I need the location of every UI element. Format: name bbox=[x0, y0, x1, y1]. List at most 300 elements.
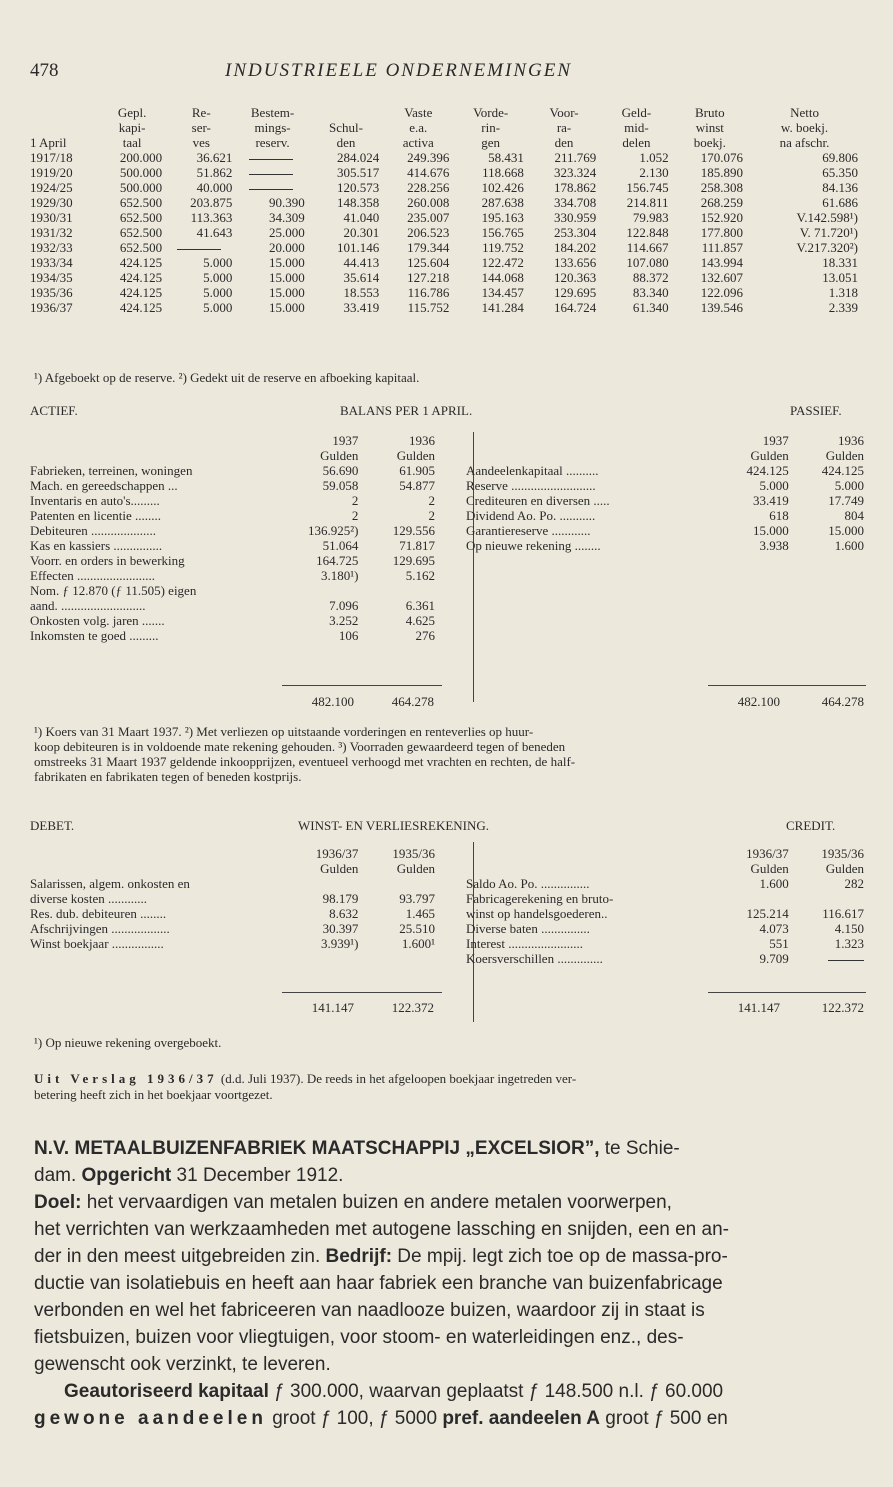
gewone-label: gewone aandeelen bbox=[34, 1408, 267, 1429]
stats-header-row bbox=[30, 135, 862, 150]
actief-label: Voorr. en orders in bewerking bbox=[30, 553, 185, 568]
debet-row bbox=[30, 906, 435, 921]
pl-footnote: ¹) Op nieuwe rekening overgeboekt. bbox=[34, 1035, 222, 1050]
bedrijf-label: Bedrijf: bbox=[325, 1246, 393, 1267]
dash-mark bbox=[249, 174, 293, 175]
stats-header-cell: rin- bbox=[481, 120, 501, 135]
actief-value-1: 3.180¹) bbox=[320, 568, 359, 583]
actief-unit-2: Gulden bbox=[396, 448, 435, 463]
stats-cell: 1932/33 bbox=[30, 240, 73, 255]
debet-value-1: 8.632 bbox=[329, 906, 359, 921]
stats-cell: 122.096 bbox=[700, 285, 744, 300]
passief-label: Crediteuren en diversen ..... bbox=[466, 493, 610, 508]
stats-cell: 5.000 bbox=[203, 285, 233, 300]
capital-label: Geautoriseerd kapitaal bbox=[64, 1381, 269, 1402]
passief-unit-spacer bbox=[466, 448, 717, 463]
company-name-line bbox=[34, 1135, 864, 1162]
debet-value-2 bbox=[358, 876, 435, 891]
credit-row bbox=[466, 936, 864, 951]
stats-cell: 115.752 bbox=[407, 300, 450, 315]
debet-value-2: 93.797 bbox=[399, 891, 435, 906]
actief-label: Fabrieken, terreinen, woningen bbox=[30, 463, 193, 478]
dash-mark bbox=[249, 159, 293, 160]
passief-row bbox=[466, 493, 864, 508]
page-number: 478 bbox=[30, 60, 59, 81]
passief-row bbox=[466, 538, 864, 553]
debet-value-1: 3.939¹) bbox=[320, 936, 359, 951]
dash-mark bbox=[828, 960, 864, 961]
company-place-cont: dam. bbox=[34, 1165, 82, 1186]
stats-cell: 15.000 bbox=[268, 255, 305, 270]
actief-year-2: 1936 bbox=[409, 433, 435, 448]
stats-header-cell: gen bbox=[481, 135, 501, 150]
credit-label: Saldo Ao. Po. ............... bbox=[466, 876, 590, 891]
credit-value-1: 4.073 bbox=[759, 921, 789, 936]
stats-row bbox=[30, 285, 862, 300]
founded-value: 31 December 1912. bbox=[171, 1165, 344, 1186]
stats-header-cell: den bbox=[554, 135, 574, 150]
debet-total-1: 141.147 bbox=[311, 1000, 354, 1015]
stats-header-row bbox=[30, 105, 862, 120]
stats-header-cell: e.a. bbox=[409, 120, 428, 135]
debet-value-2: 25.510 bbox=[399, 921, 435, 936]
actief-value-2: 129.556 bbox=[392, 523, 435, 538]
stats-cell: 235.007 bbox=[407, 210, 450, 225]
stats-cell: 500.000 bbox=[119, 165, 163, 180]
debet-year-2: 1935/36 bbox=[392, 846, 435, 861]
debet-unit-spacer bbox=[30, 861, 286, 876]
stats-cell: 177.800 bbox=[700, 225, 744, 240]
debet-unit-1: Gulden bbox=[320, 861, 359, 876]
balance-footnotes bbox=[34, 724, 575, 784]
stats-cell: 118.668 bbox=[482, 165, 524, 180]
credit-value-2: 4.150 bbox=[834, 921, 864, 936]
stats-header-cell: 1 April bbox=[30, 135, 67, 150]
bedrijf-line-5: gewenscht ook verzinkt, te leveren. bbox=[34, 1354, 331, 1375]
stats-header-cell: reserv. bbox=[255, 135, 290, 150]
stats-cell: 195.163 bbox=[481, 210, 524, 225]
actief-label: Patenten en licentie ........ bbox=[30, 508, 162, 523]
actief-label: Effecten ........................ bbox=[30, 568, 156, 583]
credit-label: Fabricagerekening en bruto- bbox=[466, 891, 614, 906]
stats-cell: 284.024 bbox=[336, 150, 380, 165]
stats-cell: 51.862 bbox=[196, 165, 233, 180]
stats-header-cell: den bbox=[336, 135, 356, 150]
stats-cell: V. 71.720¹) bbox=[799, 225, 858, 240]
actief-value-1: 59.058 bbox=[322, 478, 359, 493]
stats-cell: 424.125 bbox=[119, 285, 163, 300]
credit-unit-spacer bbox=[466, 861, 717, 876]
report-label: Uit Verslag 1936/37 bbox=[34, 1071, 218, 1086]
stats-header-cell: Bruto bbox=[694, 105, 725, 120]
stats-cell: 101.146 bbox=[336, 240, 380, 255]
debet-unit-2: Gulden bbox=[396, 861, 435, 876]
debet-value-2: 1.465 bbox=[405, 906, 435, 921]
credit-year-row bbox=[466, 846, 864, 861]
passief-value-2: 1.600 bbox=[834, 538, 864, 553]
actief-total-1936: 464.278 bbox=[391, 694, 434, 709]
stats-header-cell: boekj. bbox=[693, 135, 726, 150]
stats-cell: 1936/37 bbox=[30, 300, 73, 315]
passief-value-2: 5.000 bbox=[834, 478, 864, 493]
actief-value-1: 3.252 bbox=[329, 613, 359, 628]
debet-value-1: 30.397 bbox=[322, 921, 359, 936]
stats-header-cell: activa bbox=[402, 135, 434, 150]
stats-header-cell: ves bbox=[192, 135, 210, 150]
stats-cell: 116.786 bbox=[407, 285, 450, 300]
balance-total-rule-left bbox=[282, 685, 442, 686]
bedrijf-line-4: fietsbuizen, buizen voor vliegtuigen, voor stoom- en waterleidingen enz., des- bbox=[34, 1327, 684, 1348]
credit-unit-1: Gulden bbox=[750, 861, 789, 876]
stats-cell: 156.745 bbox=[626, 180, 669, 195]
stats-cell: 1931/32 bbox=[30, 225, 73, 240]
stats-cell: 61.340 bbox=[632, 300, 669, 315]
debet-row bbox=[30, 921, 435, 936]
pl-total-rule-left bbox=[282, 992, 442, 993]
actief-value-2: 61.905 bbox=[399, 463, 435, 478]
stats-header-cell: Gepl. bbox=[117, 105, 147, 120]
actief-value-2: 6.361 bbox=[405, 598, 435, 613]
actief-unit-spacer bbox=[30, 448, 286, 463]
stats-cell: 206.523 bbox=[407, 225, 450, 240]
credit-total-2: 122.372 bbox=[821, 1000, 864, 1015]
stats-cell: 15.000 bbox=[268, 300, 305, 315]
bedrijf-text-1: De mpij. legt zich toe op de massa-pro- bbox=[392, 1246, 728, 1267]
stats-cell: 260.008 bbox=[407, 195, 450, 210]
stats-cell: 20.000 bbox=[268, 240, 305, 255]
actief-label: Inventaris en auto's......... bbox=[30, 493, 160, 508]
credit-label: winst op handelsgoederen.. bbox=[466, 906, 608, 921]
passief-unit-2: Gulden bbox=[825, 448, 864, 463]
passief-total-1936: 464.278 bbox=[821, 694, 864, 709]
stats-cell: 143.994 bbox=[700, 255, 744, 270]
stats-header-cell: Voor- bbox=[549, 105, 579, 120]
stats-header-cell: kapi- bbox=[118, 120, 146, 135]
stats-header-cell: Re- bbox=[191, 105, 211, 120]
stats-cell bbox=[236, 180, 308, 195]
actief-value-1: 7.096 bbox=[329, 598, 359, 613]
running-title: INDUSTRIEELE ONDERNEMINGEN bbox=[225, 60, 573, 81]
passief-row bbox=[466, 523, 864, 538]
stats-row bbox=[30, 225, 862, 240]
stats-cell: 1933/34 bbox=[30, 255, 73, 270]
stats-cell: V.217.320²) bbox=[796, 240, 858, 255]
report-note bbox=[34, 1071, 864, 1086]
actief-total-1937: 482.100 bbox=[311, 694, 354, 709]
passief-value-2: 17.749 bbox=[828, 493, 864, 508]
actief-value-2: 129.695 bbox=[392, 553, 435, 568]
stats-header-cell: winst bbox=[695, 120, 724, 135]
stats-header-cell bbox=[30, 105, 98, 120]
actief-row bbox=[30, 508, 435, 523]
stats-cell: 5.000 bbox=[203, 255, 233, 270]
stats-cell: 652.500 bbox=[119, 240, 163, 255]
actief-value-1: 164.725 bbox=[316, 553, 359, 568]
stats-header-cell: na afschr. bbox=[779, 135, 830, 150]
stats-row bbox=[30, 255, 862, 270]
balance-footnote-line: fabrikaten en fabrikaten tegen of beneden kostprijs. bbox=[34, 769, 302, 784]
actief-value-1: 106 bbox=[338, 628, 359, 643]
doel-label: Doel: bbox=[34, 1192, 82, 1213]
stats-cell: 500.000 bbox=[119, 180, 163, 195]
stats-cell: 258.308 bbox=[700, 180, 744, 195]
passief-year-spacer bbox=[466, 433, 717, 448]
balance-footnote-line: koop debiteuren is in voldoende mate rekening gehouden. ³) Voorraden gewaardeerd tegen of beneden bbox=[34, 739, 566, 754]
stats-header-cell: taal bbox=[122, 135, 142, 150]
credit-total-1: 141.147 bbox=[737, 1000, 780, 1015]
credit-row bbox=[466, 891, 864, 906]
doel-text-3: der in den meest uitgebreiden zin. bbox=[34, 1246, 326, 1267]
stats-cell: 5.000 bbox=[203, 300, 233, 315]
stats-row bbox=[30, 165, 862, 180]
actief-year-row bbox=[30, 433, 435, 448]
bedrijf-line-3: verbonden en wel het fabriceeren van naadlooze buizen, waardoor zij in staat is bbox=[34, 1300, 705, 1321]
balance-footnote-line: omstreeks 31 Maart 1937 geldende inkoopprijzen, eventueel verhoogd met vrachten en rechten, de half- bbox=[34, 754, 576, 769]
debet-row bbox=[30, 876, 435, 891]
stats-cell: 129.695 bbox=[553, 285, 597, 300]
actief-row bbox=[30, 478, 435, 493]
stats-cell: 211.769 bbox=[554, 150, 597, 165]
passief-value-1: 3.938 bbox=[759, 538, 789, 553]
stats-cell: 36.621 bbox=[196, 150, 233, 165]
stats-header-cell bbox=[30, 120, 98, 135]
stats-row bbox=[30, 180, 862, 195]
stats-cell: 330.959 bbox=[553, 210, 597, 225]
stats-cell: 134.457 bbox=[481, 285, 524, 300]
stats-header-cell: Bestem- bbox=[250, 105, 295, 120]
stats-cell: 141.284 bbox=[481, 300, 524, 315]
stats-row bbox=[30, 195, 862, 210]
pref-text: groot ƒ 500 en bbox=[600, 1408, 728, 1429]
passief-label: Reserve .......................... bbox=[466, 478, 596, 493]
stats-header-cell: Geld- bbox=[621, 105, 652, 120]
stats-cell: 139.546 bbox=[700, 300, 744, 315]
stats-row bbox=[30, 150, 862, 165]
doel-line-1 bbox=[34, 1189, 672, 1216]
debet-label: Afschrijvingen .................. bbox=[30, 921, 170, 936]
actief-row bbox=[30, 538, 435, 553]
passief-heading: PASSIEF. bbox=[790, 403, 842, 418]
stats-cell: 156.765 bbox=[481, 225, 524, 240]
actief-row bbox=[30, 523, 435, 538]
actief-heading: ACTIEF. bbox=[30, 403, 78, 418]
passief-row bbox=[466, 508, 864, 523]
stats-cell: 414.676 bbox=[407, 165, 450, 180]
stats-cell: 424.125 bbox=[119, 255, 163, 270]
actief-value-1: 2 bbox=[351, 508, 359, 523]
stats-header-cell: Netto bbox=[790, 105, 819, 120]
actief-value-2: 54.877 bbox=[399, 478, 435, 493]
debet-label: Res. dub. debiteuren ........ bbox=[30, 906, 167, 921]
stats-cell: 1935/36 bbox=[30, 285, 73, 300]
balance-title: BALANS PER 1 APRIL. bbox=[340, 403, 473, 418]
stats-cell: 122.848 bbox=[626, 225, 669, 240]
stats-row bbox=[30, 300, 862, 315]
stats-cell: 132.607 bbox=[700, 270, 744, 285]
passief-value-1: 618 bbox=[769, 508, 789, 523]
actief-table bbox=[30, 433, 435, 643]
debet-row bbox=[30, 891, 435, 906]
stats-cell bbox=[236, 165, 308, 180]
actief-value-1: 2 bbox=[351, 493, 359, 508]
actief-label: Kas en kassiers ............... bbox=[30, 538, 163, 553]
debet-value-2: 1.600¹ bbox=[401, 936, 435, 951]
actief-unit-row bbox=[30, 448, 435, 463]
stats-cell: 323.324 bbox=[553, 165, 597, 180]
debet-year-1: 1936/37 bbox=[315, 846, 359, 861]
running-header bbox=[30, 60, 866, 90]
passief-value-2: 804 bbox=[844, 508, 864, 523]
credit-value-2: 282 bbox=[844, 876, 864, 891]
stats-cell: 2.339 bbox=[828, 300, 858, 315]
stats-cell: 120.363 bbox=[553, 270, 597, 285]
passief-total-1937: 482.100 bbox=[737, 694, 780, 709]
stats-cell: 1917/18 bbox=[30, 150, 73, 165]
stats-cell: 79.983 bbox=[632, 210, 669, 225]
stats-cell: 34.309 bbox=[268, 210, 305, 225]
stats-cell: 18.331 bbox=[822, 255, 858, 270]
report-line2: betering heeft zich in het boekjaar voortgezet. bbox=[34, 1087, 273, 1102]
stats-cell: 114.667 bbox=[626, 240, 669, 255]
actief-label: Debiteuren .................... bbox=[30, 523, 157, 538]
stats-cell: 102.426 bbox=[481, 180, 524, 195]
stats-cell: 287.638 bbox=[481, 195, 524, 210]
stats-cell: 1930/31 bbox=[30, 210, 73, 225]
stats-cell: 65.350 bbox=[822, 165, 858, 180]
stats-cell: 268.259 bbox=[700, 195, 744, 210]
stats-cell: 113.363 bbox=[190, 210, 233, 225]
passief-value-1: 15.000 bbox=[753, 523, 789, 538]
actief-row bbox=[30, 553, 435, 568]
stats-cell: 125.604 bbox=[407, 255, 450, 270]
stats-header-cell: w. boekj. bbox=[780, 120, 829, 135]
debet-label: diverse kosten ............ bbox=[30, 891, 147, 906]
doel-line-3 bbox=[34, 1243, 728, 1270]
actief-label: aand. .......................... bbox=[30, 598, 146, 613]
stats-cell: 84.136 bbox=[822, 180, 858, 195]
actief-row bbox=[30, 493, 435, 508]
stats-header-cell: mings- bbox=[254, 120, 291, 135]
debet-table bbox=[30, 846, 435, 951]
debet-unit-row bbox=[30, 861, 435, 876]
passief-value-1: 33.419 bbox=[753, 493, 789, 508]
stats-cell: 214.811 bbox=[626, 195, 669, 210]
debet-value-1: 98.179 bbox=[322, 891, 359, 906]
statistics-footnote: ¹) Afgeboekt op de reserve. ²) Gedekt uit de reserve en afboeking kapitaal. bbox=[34, 370, 420, 385]
stats-cell: 41.040 bbox=[343, 210, 380, 225]
balance-footnote-line: ¹) Koers van 31 Maart 1937. ²) Met verliezen op uitstaande vorderingen en renteverlies op huur- bbox=[34, 724, 534, 739]
stats-cell: 15.000 bbox=[268, 270, 305, 285]
actief-label: Mach. en gereedschappen ... bbox=[30, 478, 178, 493]
stats-cell: 25.000 bbox=[268, 225, 305, 240]
debet-year-spacer bbox=[30, 846, 286, 861]
passief-label: Garantiereserve ............ bbox=[466, 523, 591, 538]
dash-mark bbox=[177, 249, 221, 250]
actief-value-2: 71.817 bbox=[399, 538, 435, 553]
stats-cell: 200.000 bbox=[119, 150, 163, 165]
actief-value-2: 2 bbox=[428, 493, 435, 508]
stats-header-cell bbox=[309, 105, 383, 120]
stats-cell: 164.724 bbox=[553, 300, 597, 315]
pref-label: pref. aandeelen A bbox=[442, 1408, 601, 1429]
credit-row bbox=[466, 921, 864, 936]
stats-cell: 1934/35 bbox=[30, 270, 73, 285]
credit-row bbox=[466, 876, 864, 891]
stats-row bbox=[30, 240, 862, 255]
stats-header-cell: ser- bbox=[191, 120, 211, 135]
stats-header-row bbox=[30, 120, 862, 135]
passief-label: Aandeelenkapitaal .......... bbox=[466, 463, 599, 478]
actief-label: Nom. ƒ 12.870 (ƒ 11.505) eigen bbox=[30, 583, 197, 598]
bedrijf-line-2: ductie van isolatiebuis en heeft aan haar fabriek een branche van buizenfabricage bbox=[34, 1273, 723, 1294]
founded-line bbox=[34, 1162, 343, 1189]
passief-unit-row bbox=[466, 448, 864, 463]
stats-cell: 334.708 bbox=[553, 195, 597, 210]
stats-cell: 249.396 bbox=[407, 150, 450, 165]
stats-cell: 33.419 bbox=[343, 300, 380, 315]
credit-year-spacer bbox=[466, 846, 717, 861]
debet-value-1 bbox=[286, 876, 359, 891]
stats-cell: 133.656 bbox=[553, 255, 597, 270]
stats-cell: 122.472 bbox=[481, 255, 524, 270]
stats-cell bbox=[236, 150, 308, 165]
pl-total-rule-right bbox=[708, 992, 866, 993]
stats-cell: 13.051 bbox=[822, 270, 858, 285]
credit-unit-2: Gulden bbox=[825, 861, 864, 876]
stats-cell: V.142.598¹) bbox=[796, 210, 858, 225]
balance-total-rule-right bbox=[708, 685, 866, 686]
debet-year-row bbox=[30, 846, 435, 861]
credit-label: Koersverschillen .............. bbox=[466, 951, 603, 966]
actief-row bbox=[30, 463, 435, 478]
passief-year-1: 1937 bbox=[762, 433, 789, 448]
credit-year-2: 1935/36 bbox=[821, 846, 864, 861]
company-name: N.V. METAALBUIZENFABRIEK MAATSCHAPPIJ „EXCELSIOR”, bbox=[34, 1138, 600, 1159]
stats-cell: 1.052 bbox=[639, 150, 669, 165]
stats-cell bbox=[166, 240, 236, 255]
debet-row bbox=[30, 936, 435, 951]
debet-label: Winst boekjaar ................ bbox=[30, 936, 164, 951]
stats-cell: 5.000 bbox=[203, 270, 233, 285]
actief-value-1: 56.690 bbox=[322, 463, 359, 478]
actief-row bbox=[30, 628, 435, 643]
passief-label: Dividend Ao. Po. ........... bbox=[466, 508, 596, 523]
stats-cell: 424.125 bbox=[119, 270, 163, 285]
gewone-text: groot ƒ 100, ƒ 5000 bbox=[266, 1408, 443, 1429]
stats-row bbox=[30, 210, 862, 225]
passief-table bbox=[466, 433, 864, 553]
credit-heading: CREDIT. bbox=[786, 818, 836, 833]
actief-row bbox=[30, 568, 435, 583]
statistics-table bbox=[30, 105, 862, 315]
actief-row bbox=[30, 583, 435, 598]
credit-label: Diverse baten ............... bbox=[466, 921, 590, 936]
stats-cell: 83.340 bbox=[632, 285, 669, 300]
stats-cell: 185.890 bbox=[700, 165, 744, 180]
passief-value-2: 424.125 bbox=[821, 463, 864, 478]
stats-cell: 41.643 bbox=[196, 225, 233, 240]
credit-value-1: 9.709 bbox=[759, 951, 789, 966]
stats-cell: 652.500 bbox=[119, 225, 163, 240]
stats-cell: 127.218 bbox=[407, 270, 450, 285]
actief-value-1 bbox=[286, 583, 359, 598]
stats-cell: 228.256 bbox=[407, 180, 450, 195]
stats-cell: 1929/30 bbox=[30, 195, 73, 210]
stats-cell: 15.000 bbox=[268, 285, 305, 300]
debet-heading: DEBET. bbox=[30, 818, 75, 833]
passief-row bbox=[466, 478, 864, 493]
stats-cell: 1924/25 bbox=[30, 180, 73, 195]
